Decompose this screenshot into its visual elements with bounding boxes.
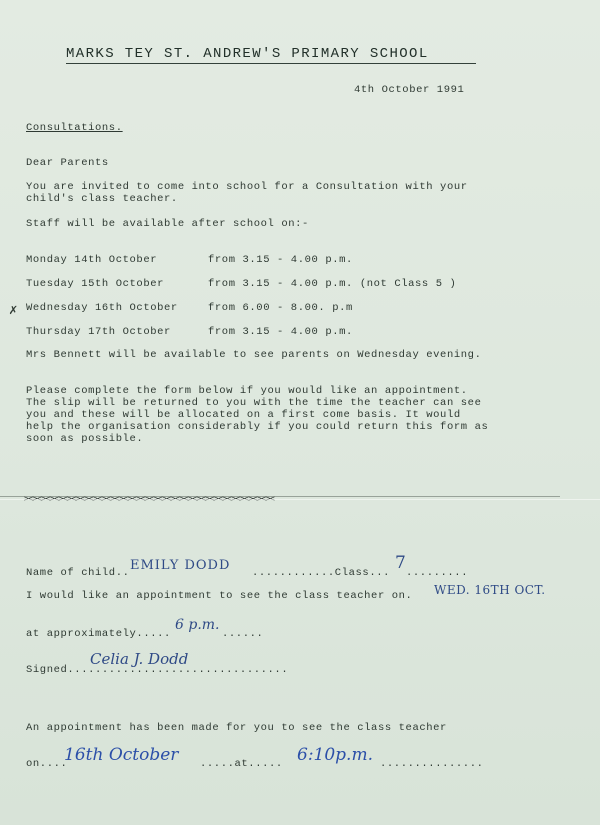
instruction-line: help the organisation considerably if you could return this form as	[26, 421, 489, 433]
class-trail-dots: .........	[406, 567, 469, 579]
schedule-day: Thursday 17th October	[26, 326, 171, 338]
tick-mark-icon: ✗	[9, 303, 18, 319]
bennett-line: Mrs Bennett will be available to see parents on Wednesday evening.	[26, 349, 482, 361]
signature-field[interactable]: Celia J. Dodd	[90, 650, 189, 668]
schedule-time: from 3.15 - 4.00 p.m. (not Class 5 )	[208, 278, 457, 290]
title-underline	[66, 63, 476, 64]
instruction-line: The slip will be returned to you with the time the teacher can see	[26, 397, 482, 409]
appointment-made-line: An appointment has been made for you to see the class teacher	[26, 722, 447, 734]
intro-line-2: child's class teacher.	[26, 193, 178, 205]
schedule-day: Tuesday 15th October	[26, 278, 165, 290]
approx-trail-dots: ......	[222, 628, 264, 640]
class-label: ............Class...	[252, 567, 391, 579]
at-trail-dots: ...............	[380, 758, 484, 770]
fold-crease	[0, 499, 600, 500]
instruction-line: you and these will be allocated on a first come basis. It would	[26, 409, 461, 421]
appointment-date-field[interactable]: 16th October	[64, 745, 179, 765]
schedule-time: from 3.15 - 4.00 p.m.	[208, 254, 353, 266]
greeting: Dear Parents	[26, 157, 109, 169]
schedule-day: Monday 14th October	[26, 254, 158, 266]
appointment-time-field[interactable]: 6:10p.m.	[297, 745, 373, 765]
appointment-day-field[interactable]: WED. 16TH OCT.	[434, 583, 546, 597]
on-label: on....	[26, 758, 68, 770]
at-label: .....at.....	[200, 758, 283, 770]
intro-line-1: You are invited to come into school for a Consultation with your	[26, 181, 468, 193]
letter-date: 4th October 1991	[354, 84, 465, 96]
class-field[interactable]: 7	[395, 553, 406, 573]
section-heading: Consultations.	[26, 122, 123, 134]
schedule-time: from 6.00 - 8.00. p.m	[208, 302, 353, 314]
instruction-line: soon as possible.	[26, 433, 144, 445]
approx-time-label: at approximately.....	[26, 628, 171, 640]
child-name-field[interactable]: EMILY DODD	[130, 558, 231, 573]
staff-availability-line: Staff will be available after school on:-	[26, 218, 309, 230]
approx-time-field[interactable]: 6 p.m.	[175, 617, 220, 633]
child-name-label: Name of child..	[26, 567, 130, 579]
instruction-line: Please complete the form below if you would like an appointment.	[26, 385, 468, 397]
schedule-day: Wednesday 16th October	[26, 302, 178, 314]
school-title: MARKS TEY ST. ANDREW'S PRIMARY SCHOOL	[66, 46, 429, 62]
signed-label: Signed................................	[26, 664, 289, 676]
schedule-time: from 3.15 - 4.00 p.m.	[208, 326, 353, 338]
appointment-request-label: I would like an appointment to see the class teacher on.	[26, 590, 413, 602]
